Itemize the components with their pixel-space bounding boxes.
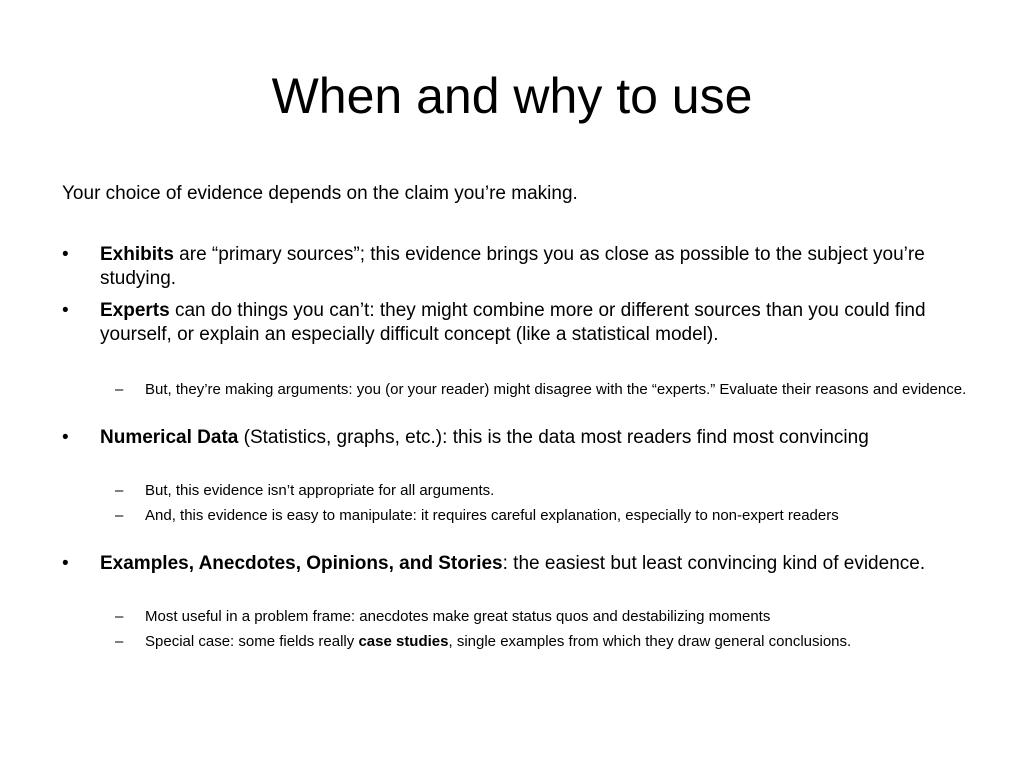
bullet-text: : the easiest but least convincing kind of evidence.	[502, 553, 926, 574]
bullet-icon: •	[62, 427, 69, 448]
bullet-term: Experts	[100, 300, 170, 321]
bullet-term: Exhibits	[100, 244, 174, 265]
sub-text: Most useful in a problem frame: anecdotes make great status quos and destabilizing moments	[145, 608, 771, 625]
dash-icon: –	[115, 507, 124, 524]
sub-item-numerical-manipulate	[115, 506, 975, 525]
bullet-item-experts	[62, 299, 980, 347]
sub-item-examples-case-studies	[115, 632, 975, 651]
sub-item-experts-caveat	[115, 380, 975, 399]
sub-text-pre: Special case: some fields really	[145, 633, 359, 650]
slide-title: When and why to use	[271, 68, 753, 124]
sub-text-post: , single examples from which they draw general conclusions.	[448, 633, 852, 650]
bullet-item-examples	[62, 552, 980, 576]
bullet-text: are “primary sources”; this evidence brings you as close as possible to the subject you’re studying.	[100, 244, 925, 289]
sub-text: And, this evidence is easy to manipulate: it requires careful explanation, especially to non-expert readers	[145, 507, 839, 524]
dash-icon: –	[115, 633, 124, 650]
bullet-item-exhibits	[62, 243, 980, 291]
bullet-icon: •	[62, 300, 69, 321]
sub-term: case studies	[358, 633, 449, 650]
dash-icon: –	[115, 381, 124, 398]
sub-text: But, they’re making arguments: you (or your reader) might disagree with the “experts.” Evaluate their reasons and evidence.	[145, 381, 967, 398]
sub-item-examples-problem-frame	[115, 607, 975, 626]
bullet-icon: •	[62, 244, 69, 265]
bullet-icon: •	[62, 553, 69, 574]
bullet-text: can do things you can’t: they might combine more or different sources than you could find yourself, or explain an especially difficult concept (like a statistical model).	[100, 300, 926, 345]
sub-text: But, this evidence isn’t appropriate for all arguments.	[145, 482, 495, 499]
bullet-term: Numerical Data	[100, 427, 239, 448]
bullet-item-numerical-data	[62, 426, 980, 450]
intro-text: Your choice of evidence depends on the claim you’re making.	[62, 183, 578, 204]
dash-icon: –	[115, 482, 124, 499]
bullet-text: (Statistics, graphs, etc.): this is the data most readers find most convincing	[238, 427, 869, 448]
sub-item-numerical-appropriate	[115, 481, 975, 500]
bullet-term: Examples, Anecdotes, Opinions, and Stories	[100, 553, 503, 574]
dash-icon: –	[115, 608, 124, 625]
